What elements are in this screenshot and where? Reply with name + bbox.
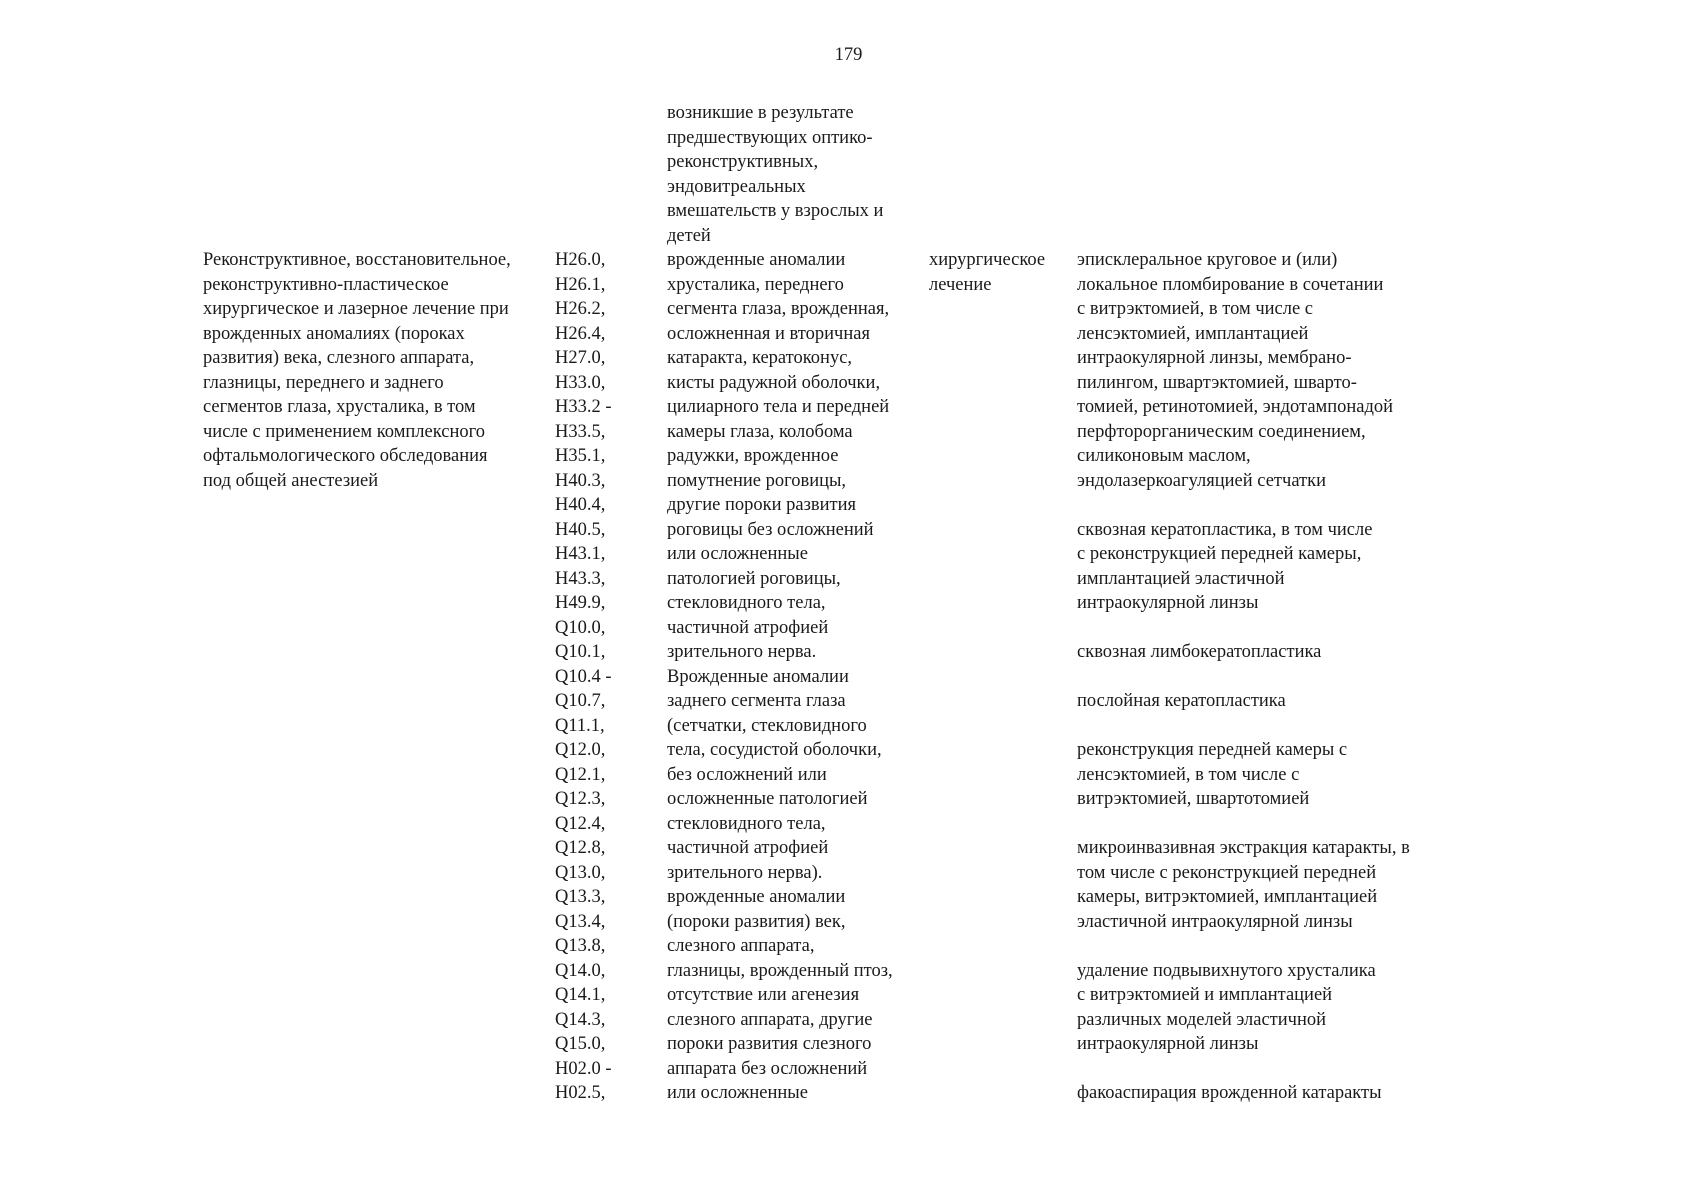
diagnosis-line: стекловидного тела, [667, 593, 826, 613]
codes-line: H43.1, [555, 544, 606, 564]
description-line: врожденных аномалиях (пороках [203, 323, 465, 344]
codes-line: H26.4, [555, 323, 606, 344]
diagnosis-line: сегмента глаза, врожденная, [667, 299, 890, 319]
treatment-type-line [929, 199, 1045, 224]
methods-line: имплантацией эластичной [1077, 568, 1285, 589]
diagnosis-line: глазницы, врожденный птоз, [667, 960, 893, 981]
codes-line: Q12.0, [555, 740, 606, 760]
methods-line [1077, 126, 1410, 151]
methods-line [1077, 812, 1410, 837]
codes-line: Q14.3, [555, 1009, 606, 1030]
diagnosis-line: кисты радужной оболочки, [667, 372, 881, 393]
diagnosis-line: осложненные патологией [667, 789, 868, 809]
diagnosis-line: заднего сегмента глаза [667, 691, 846, 711]
column-description [203, 101, 511, 493]
description-line: реконструктивно-пластическое [203, 274, 449, 295]
description-line: хирургическое и лазерное лечение при [203, 299, 509, 319]
codes-line: H02.0 - [555, 1058, 612, 1079]
codes-line: H26.0, [555, 250, 606, 270]
methods-line: интраокулярной линзы, мембрано- [1077, 348, 1352, 368]
diagnosis-line: реконструктивных, [667, 152, 819, 172]
diagnosis-line: эндовитреальных [667, 176, 806, 197]
methods-line: сквозная лимбокератопластика [1077, 642, 1322, 662]
codes-line: Q14.0, [555, 960, 606, 981]
treatment-type-line [929, 101, 1045, 126]
methods-line [1077, 1057, 1410, 1082]
diagnosis-line: пороки развития слезного [667, 1034, 872, 1054]
methods-line: эписклеральное круговое и (или) [1077, 250, 1338, 270]
treatment-type-line [929, 175, 1045, 200]
methods-line: факоаспирация врожденной катаракты [1077, 1083, 1382, 1103]
codes-line: H49.9, [555, 593, 606, 613]
methods-line: ленсэктомией, в том числе с [1077, 764, 1300, 785]
methods-line: ленсэктомией, имплантацией [1077, 323, 1309, 344]
column-codes [555, 101, 612, 1106]
methods-line: силиконовым маслом, [1077, 446, 1251, 466]
treatment-type-line [929, 150, 1045, 175]
methods-line: послойная кератопластика [1077, 691, 1286, 711]
methods-line: различных моделей эластичной [1077, 1009, 1327, 1030]
column-treatment-type [929, 101, 1045, 297]
description-line: развития) века, слезного аппарата, [203, 348, 475, 368]
methods-line: интраокулярной линзы [1077, 593, 1259, 613]
diagnosis-line: частичной атрофией [667, 838, 829, 858]
methods-line [1077, 934, 1410, 959]
description-line [203, 224, 511, 249]
description-line: Реконструктивное, восстановительное, [203, 250, 511, 270]
methods-line: камеры, витрэктомией, имплантацией [1077, 887, 1378, 907]
diagnosis-line: осложненная и вторичная [667, 323, 870, 344]
treatment-type-line [929, 224, 1045, 249]
diagnosis-line: возникшие в результате [667, 103, 854, 123]
codes-line: Q13.8, [555, 936, 606, 956]
codes-line: Q13.3, [555, 887, 606, 907]
diagnosis-line: детей [667, 225, 711, 246]
treatment-type-line [929, 126, 1045, 151]
diagnosis-line: цилиарного тела и передней [667, 397, 890, 417]
diagnosis-line: вмешательств у взрослых и [667, 201, 884, 221]
codes-line: Q10.4 - [555, 666, 612, 687]
diagnosis-line: без осложнений или [667, 764, 827, 785]
diagnosis-line: или осложненные [667, 1083, 808, 1103]
codes-line: H26.2, [555, 299, 606, 319]
methods-line: локальное пломбирование в сочетании [1077, 274, 1384, 295]
codes-line: Q12.3, [555, 789, 606, 809]
codes-line: H33.0, [555, 372, 606, 393]
diagnosis-line: стекловидного тела, [667, 813, 826, 834]
description-line: числе с применением комплексного [203, 421, 486, 442]
codes-line: Q14.1, [555, 985, 606, 1005]
methods-line: пилингом, швартэктомией, шварто- [1077, 372, 1357, 393]
diagnosis-line: аппарата без осложнений [667, 1058, 868, 1079]
codes-line: Q12.1, [555, 764, 606, 785]
codes-line: Q11.1, [555, 715, 605, 736]
codes-line: H33.5, [555, 421, 606, 442]
codes-line [555, 150, 612, 175]
methods-line [1077, 199, 1410, 224]
diagnosis-line: слезного аппарата, [667, 936, 815, 956]
column-diagnosis [667, 101, 893, 1106]
methods-line [1077, 665, 1410, 690]
diagnosis-line: патологией роговицы, [667, 568, 841, 589]
codes-line: Q15.0, [555, 1034, 606, 1054]
description-line: под общей анестезией [203, 470, 379, 491]
diagnosis-line: или осложненные [667, 544, 808, 564]
diagnosis-line: слезного аппарата, другие [667, 1009, 873, 1030]
methods-line [1077, 175, 1410, 200]
codes-line: H26.1, [555, 274, 606, 295]
diagnosis-line: зрительного нерва. [667, 642, 817, 662]
methods-line: с витрэктомией, в том числе с [1077, 299, 1314, 319]
diagnosis-line: (пороки развития) век, [667, 911, 846, 932]
codes-line: H35.1, [555, 446, 606, 466]
methods-line: витрэктомией, швартотомией [1077, 789, 1310, 809]
methods-line [1077, 224, 1410, 249]
diagnosis-line: камеры глаза, колобома [667, 421, 853, 442]
diagnosis-line: помутнение роговицы, [667, 470, 847, 491]
methods-line: эндолазеркоагуляцией сетчатки [1077, 470, 1327, 491]
description-line: глазницы, переднего и заднего [203, 372, 444, 393]
methods-line [1077, 714, 1410, 739]
methods-line [1077, 616, 1410, 641]
methods-line: реконструкция передней камеры с [1077, 740, 1348, 760]
methods-line [1077, 493, 1410, 518]
codes-line: H27.0, [555, 348, 606, 368]
codes-line: H02.5, [555, 1083, 606, 1103]
diagnosis-line: роговицы без осложнений [667, 519, 874, 540]
diagnosis-line: тела, сосудистой оболочки, [667, 740, 882, 760]
methods-line: микроинвазивная экстракция катаракты, в [1077, 838, 1410, 858]
codes-line: Q10.1, [555, 642, 606, 662]
page-number: 179 [834, 45, 863, 65]
codes-line [555, 224, 612, 249]
description-line [203, 101, 511, 126]
codes-line: H33.2 - [555, 397, 612, 417]
description-line: сегментов глаза, хрусталика, в том [203, 397, 476, 417]
methods-line: перфторорганическим соединением, [1077, 421, 1366, 442]
codes-line: H40.3, [555, 470, 606, 491]
codes-line: H43.3, [555, 568, 606, 589]
description-line: офтальмологического обследования [203, 446, 488, 466]
methods-line: удаление подвывихнутого хрусталика [1077, 960, 1376, 981]
description-line [203, 150, 511, 175]
codes-line [555, 126, 612, 151]
diagnosis-line: зрительного нерва). [667, 862, 823, 883]
codes-line: Q12.4, [555, 813, 606, 834]
methods-line [1077, 150, 1410, 175]
methods-line [1077, 101, 1410, 126]
codes-line: Q12.8, [555, 838, 606, 858]
diagnosis-line: (сетчатки, стекловидного [667, 715, 867, 736]
treatment-type-line: лечение [929, 274, 992, 295]
codes-line: H40.4, [555, 495, 606, 515]
column-methods [1077, 101, 1410, 1106]
methods-line: том числе с реконструкцией передней [1077, 862, 1377, 883]
description-line [203, 126, 511, 151]
description-line [203, 199, 511, 224]
diagnosis-line: Врожденные аномалии [667, 666, 849, 687]
codes-line [555, 175, 612, 200]
diagnosis-line: отсутствие или агенезия [667, 985, 860, 1005]
methods-line: эластичной интраокулярной линзы [1077, 911, 1353, 932]
codes-line: Q13.0, [555, 862, 606, 883]
codes-line: Q10.0, [555, 617, 606, 638]
diagnosis-line: радужки, врожденное [667, 446, 839, 466]
codes-line: H40.5, [555, 519, 606, 540]
codes-line [555, 101, 612, 126]
methods-line: томией, ретинотомией, эндотампонадой [1077, 397, 1394, 417]
diagnosis-line: предшествующих оптико- [667, 127, 873, 148]
diagnosis-line: катаракта, кератоконус, [667, 348, 853, 368]
treatment-type-line: хирургическое [929, 250, 1046, 270]
diagnosis-line: частичной атрофией [667, 617, 829, 638]
methods-line: с витрэктомией и имплантацией [1077, 985, 1333, 1005]
codes-line: Q10.7, [555, 691, 606, 711]
methods-line: с реконструкцией передней камеры, [1077, 544, 1362, 564]
methods-line: интраокулярной линзы [1077, 1034, 1259, 1054]
diagnosis-line: врожденные аномалии [667, 250, 846, 270]
diagnosis-line: хрусталика, переднего [667, 274, 844, 295]
codes-line [555, 199, 612, 224]
methods-line: сквозная кератопластика, в том числе [1077, 519, 1373, 540]
codes-line: Q13.4, [555, 911, 606, 932]
description-line [203, 175, 511, 200]
diagnosis-line: врожденные аномалии [667, 887, 846, 907]
diagnosis-line: другие пороки развития [667, 495, 857, 515]
